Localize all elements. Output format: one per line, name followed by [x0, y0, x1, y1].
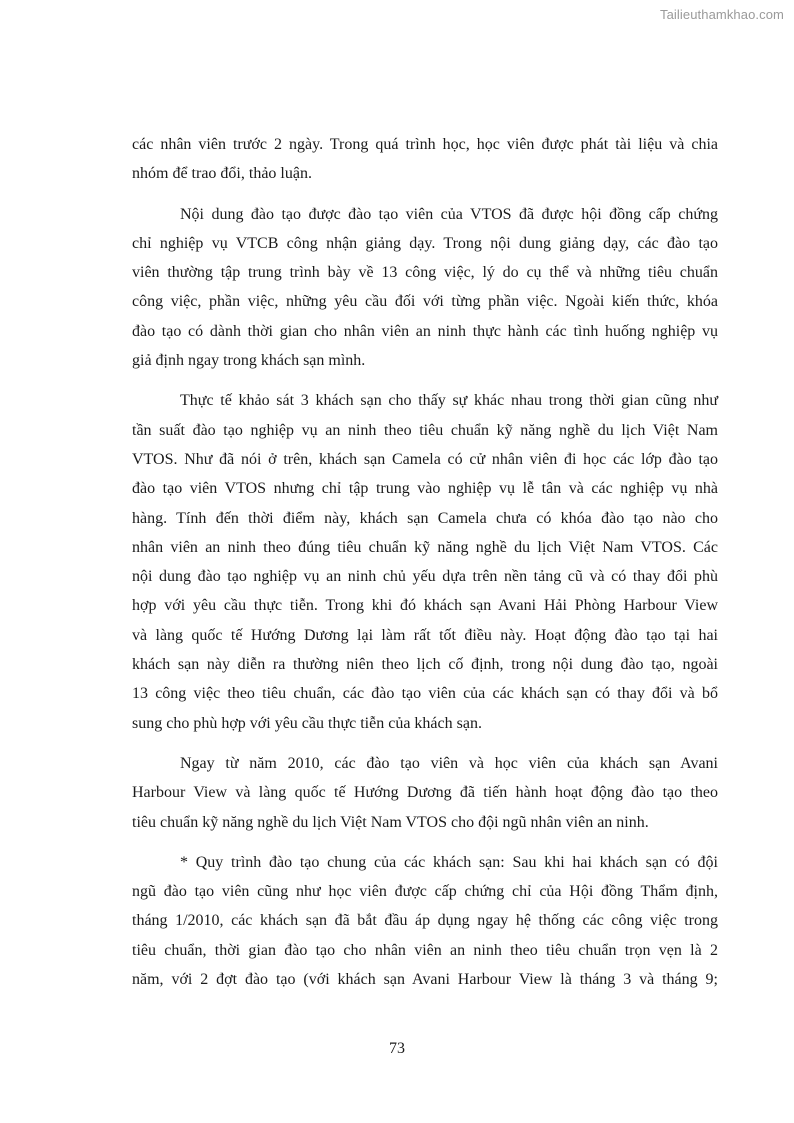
text-line: công việc, phần việc, những yêu cầu đối với từng phần việc. Ngoài kiến thức, khóa	[132, 293, 718, 311]
paragraph-1	[132, 130, 718, 189]
text-line: nhân viên an ninh theo đúng tiêu chuẩn kỹ năng nghề du lịch Việt Nam VTOS. Các	[132, 538, 718, 556]
page-number: 73	[389, 1040, 405, 1057]
text-line: khách sạn này diễn ra thường niên theo lịch cố định, trong nội dung đào tạo, ngoài	[132, 656, 718, 674]
text-line: 13 công việc theo tiêu chuẩn, các đào tạo viên của các khách sạn có thay đổi và bổ	[132, 685, 718, 703]
text-line: ngũ đào tạo viên cũng như học viên được cấp chứng chỉ của Hội đồng Thẩm định,	[132, 883, 718, 901]
text-line: tiêu chuẩn kỹ năng nghề du lịch Việt Nam VTOS cho đội ngũ nhân viên an ninh.	[132, 813, 649, 831]
text-line: đào tạo có dành thời gian cho nhân viên an ninh thực hành các tình huống nghiệp vụ	[132, 322, 718, 340]
text-line: * Quy trình đào tạo chung của các khách sạn: Sau khi hai khách sạn có đội	[180, 853, 718, 871]
paragraph-5	[132, 848, 718, 994]
text-line: hợp với yêu cầu thực tiễn. Trong khi đó khách sạn Avani Hải Phòng Harbour View	[132, 597, 718, 615]
document-body	[132, 130, 718, 1005]
paragraph-4	[132, 749, 718, 837]
text-line: Nội dung đào tạo được đào tạo viên của VTOS đã được hội đồng cấp chứng	[180, 205, 718, 223]
text-line: đào tạo viên VTOS nhưng chỉ tập trung vào nghiệp vụ lễ tân và các nghiệp vụ nhà	[132, 480, 718, 498]
text-line: nhóm để trao đổi, thảo luận.	[132, 165, 312, 183]
paragraph-3	[132, 386, 718, 738]
text-line: Ngay từ năm 2010, các đào tạo viên và học viên của khách sạn Avani	[180, 754, 718, 772]
text-line: Harbour View và làng quốc tế Hướng Dương đã tiến hành hoạt động đào tạo theo	[132, 784, 718, 802]
text-line: VTOS. Như đã nói ở trên, khách sạn Camela có cử nhân viên đi học các lớp đào tạo	[132, 450, 718, 468]
text-line: và làng quốc tế Hướng Dương lại làm rất tốt điều này. Hoạt động đào tạo tại hai	[132, 626, 718, 644]
text-line: chỉ nghiệp vụ VTCB công nhận giảng dạy. Trong nội dung giảng dạy, các đào tạo	[132, 234, 718, 252]
text-line: tháng 1/2010, các khách sạn đã bắt đầu áp dụng ngay hệ thống các công việc trong	[132, 912, 718, 930]
paragraph-2	[132, 200, 718, 376]
text-line: năm, với 2 đợt đào tạo (với khách sạn Avani Harbour View là tháng 3 và tháng 9;	[132, 971, 718, 989]
text-line: tiêu chuẩn, thời gian đào tạo cho nhân viên an ninh theo tiêu chuẩn trọn vẹn là 2	[132, 941, 718, 959]
text-line: tần suất đào tạo nghiệp vụ an ninh theo tiêu chuẩn kỹ năng nghề du lịch Việt Nam	[132, 421, 718, 439]
text-line: Thực tế khảo sát 3 khách sạn cho thấy sự khác nhau trong thời gian cũng như	[180, 392, 718, 410]
text-line: viên thường tập trung trình bày về 13 công việc, lý do cụ thể và những tiêu chuẩn	[132, 264, 718, 282]
text-line: nội dung đào tạo nghiệp vụ an ninh chủ yếu dựa trên nền tảng cũ và có thay đổi phù	[132, 568, 718, 586]
text-line: các nhân viên trước 2 ngày. Trong quá trình học, học viên được phát tài liệu và chia	[132, 136, 718, 153]
text-line: giả định ngay trong khách sạn mình.	[132, 352, 366, 370]
text-line: sung cho phù hợp với yêu cầu thực tiễn của khách sạn.	[132, 714, 482, 732]
text-line: hàng. Tính đến thời điểm này, khách sạn Camela chưa có khóa đào tạo nào cho	[132, 509, 718, 527]
watermark-text: Tailieuthamkhao.com	[659, 7, 784, 22]
